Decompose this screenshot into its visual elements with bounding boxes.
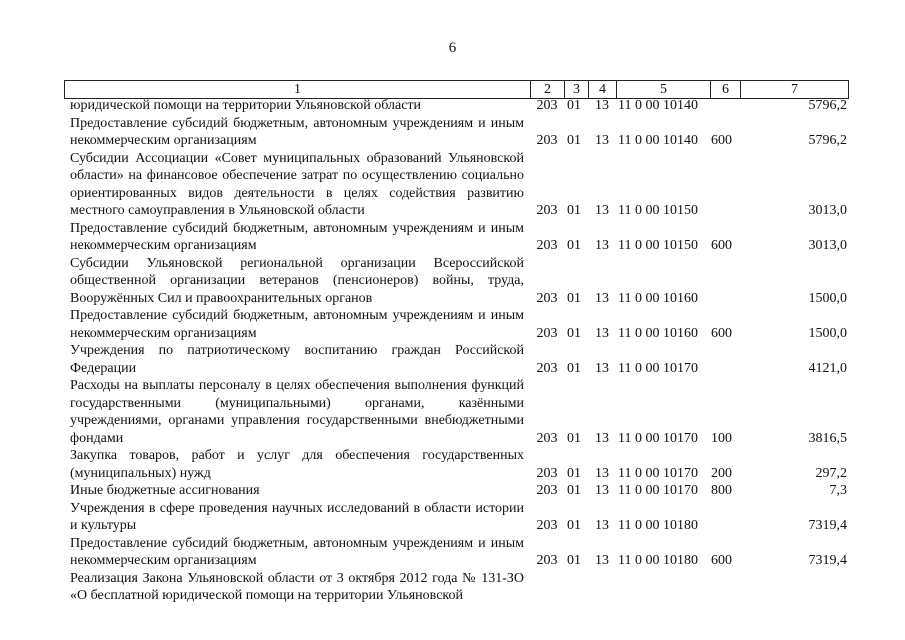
row-grbs: 203 xyxy=(536,238,558,253)
row-amount: 3013,0 xyxy=(808,238,847,253)
row-target: 11 0 00 10170 xyxy=(618,430,698,446)
row-sec: 01 xyxy=(567,290,581,306)
row-description: Предоставление субсидий бюджетным, автономным учреждениям и иным некоммерческим организациям xyxy=(70,308,524,341)
row-amount: 1500,0 xyxy=(808,325,847,341)
header-col-1: 1 xyxy=(65,81,531,99)
row-vr: 600 xyxy=(711,133,732,148)
row-amount: 5796,2 xyxy=(808,133,847,148)
row-sec: 01 xyxy=(567,325,581,341)
row-sub: 13 xyxy=(595,553,609,568)
row-grbs: 203 xyxy=(536,325,558,341)
page-number: 6 xyxy=(448,40,457,56)
row-vr: 100 xyxy=(711,430,732,446)
row-grbs: 203 xyxy=(536,290,558,306)
row-sec: 01 xyxy=(567,430,581,446)
row-sec: 01 xyxy=(567,553,581,568)
row-grbs: 203 xyxy=(536,360,558,376)
row-sec: 01 xyxy=(567,238,581,253)
row-amount: 7319,4 xyxy=(808,518,847,533)
row-amount: 7319,4 xyxy=(808,553,847,568)
row-description: Предоставление субсидий бюджетным, автономным учреждениям и иным некоммерческим организациям xyxy=(70,220,524,253)
row-amount: 4121,0 xyxy=(808,360,847,376)
row-description: Иные бюджетные ассигнования xyxy=(70,483,260,498)
table-row xyxy=(0,377,905,447)
row-sec: 01 xyxy=(567,360,581,376)
table-row xyxy=(0,307,905,342)
row-grbs: 203 xyxy=(536,483,558,498)
row-description: Учреждения в сфере проведения научных исследований в области истории и культуры xyxy=(70,500,524,533)
table-row xyxy=(0,255,905,308)
row-sec: 01 xyxy=(567,203,581,218)
row-target: 11 0 00 10150 xyxy=(618,238,698,253)
header-col-5: 5 xyxy=(617,81,711,99)
row-amount: 3816,5 xyxy=(808,430,847,446)
row-amount: 1500,0 xyxy=(808,290,847,306)
row-amount: 7,3 xyxy=(829,483,847,498)
table-row xyxy=(0,482,905,500)
row-grbs: 203 xyxy=(536,133,558,148)
row-vr: 200 xyxy=(711,465,732,481)
row-sub: 13 xyxy=(595,290,609,306)
row-grbs: 203 xyxy=(536,465,558,481)
budget-table-body xyxy=(0,97,905,605)
row-sub: 13 xyxy=(595,98,609,113)
row-sub: 13 xyxy=(595,325,609,341)
row-sub: 13 xyxy=(595,483,609,498)
row-description: Реализация Закона Ульяновской области от 3 октября 2012 года № 131-ЗО «О бесплатной юридической помощи на территории Ульяновской xyxy=(70,570,524,603)
table-row xyxy=(0,150,905,220)
table-row xyxy=(0,342,905,377)
table-row xyxy=(0,500,905,535)
row-sub: 13 xyxy=(595,238,609,253)
row-grbs: 203 xyxy=(536,430,558,446)
row-target: 11 0 00 10160 xyxy=(618,325,698,341)
row-target: 11 0 00 10170 xyxy=(618,483,698,498)
row-vr: 600 xyxy=(711,238,732,253)
row-target: 11 0 00 10150 xyxy=(618,203,698,218)
row-sub: 13 xyxy=(595,518,609,533)
row-target: 11 0 00 10170 xyxy=(618,360,698,376)
row-sec: 01 xyxy=(567,518,581,533)
table-row xyxy=(0,220,905,255)
row-target: 11 0 00 10180 xyxy=(618,553,698,568)
row-sec: 01 xyxy=(567,483,581,498)
header-col-3: 3 xyxy=(565,81,589,99)
row-description: Предоставление субсидий бюджетным, автономным учреждениям и иным некоммерческим организациям xyxy=(70,535,524,568)
row-description: Субсидии Ассоциации «Совет муниципальных образований Ульяновской области» на финансовое обеспечение затрат по осуществлению социально ориентированных видов деятельности в целях содействия развитию местного самоуправления в Ульяновской области xyxy=(70,150,524,218)
row-target: 11 0 00 10140 xyxy=(618,98,698,113)
row-vr: 600 xyxy=(711,553,732,568)
row-description: Закупка товаров, работ и услуг для обеспечения государственных (муниципальных) нужд xyxy=(70,448,524,481)
table-row xyxy=(0,97,905,115)
row-target: 11 0 00 10170 xyxy=(618,465,698,481)
row-description: Субсидии Ульяновской региональной организации Всероссийской общественной организации ветеранов (пенсионеров) войны, труда, Вооружённых Сил и правоохранительных органов xyxy=(70,255,524,306)
row-sub: 13 xyxy=(595,465,609,481)
row-grbs: 203 xyxy=(536,98,558,113)
row-sub: 13 xyxy=(595,203,609,218)
row-amount: 297,2 xyxy=(815,465,847,481)
row-description: юридической помощи на территории Ульяновской области xyxy=(70,98,422,113)
row-sec: 01 xyxy=(567,465,581,481)
row-amount: 3013,0 xyxy=(808,203,847,218)
row-sec: 01 xyxy=(567,133,581,148)
row-sec: 01 xyxy=(567,98,581,113)
row-description: Расходы на выплаты персоналу в целях обеспечения выполнения функций государственными (муниципальными) органами, казёнными учреждениями, органами управления государственными внебюджетными фондами xyxy=(70,378,524,446)
header-col-4: 4 xyxy=(589,81,617,99)
header-col-6: 6 xyxy=(711,81,741,99)
row-target: 11 0 00 10160 xyxy=(618,290,698,306)
row-grbs: 203 xyxy=(536,203,558,218)
header-col-7: 7 xyxy=(741,81,849,99)
row-description: Учреждения по патриотическому воспитанию граждан Российской Федерации xyxy=(70,343,524,376)
table-row xyxy=(0,535,905,570)
row-description: Предоставление субсидий бюджетным, автономным учреждениям и иным некоммерческим организациям xyxy=(70,115,524,148)
row-target: 11 0 00 10140 xyxy=(618,133,698,148)
row-grbs: 203 xyxy=(536,553,558,568)
row-sub: 13 xyxy=(595,133,609,148)
row-target: 11 0 00 10180 xyxy=(618,518,698,533)
row-sub: 13 xyxy=(595,430,609,446)
table-row xyxy=(0,570,905,605)
row-vr: 600 xyxy=(711,325,732,341)
row-sub: 13 xyxy=(595,360,609,376)
table-row xyxy=(0,447,905,482)
row-grbs: 203 xyxy=(536,518,558,533)
row-amount: 5796,2 xyxy=(808,98,847,113)
table-row xyxy=(0,115,905,150)
header-col-2: 2 xyxy=(531,81,565,99)
row-vr: 800 xyxy=(711,483,732,498)
